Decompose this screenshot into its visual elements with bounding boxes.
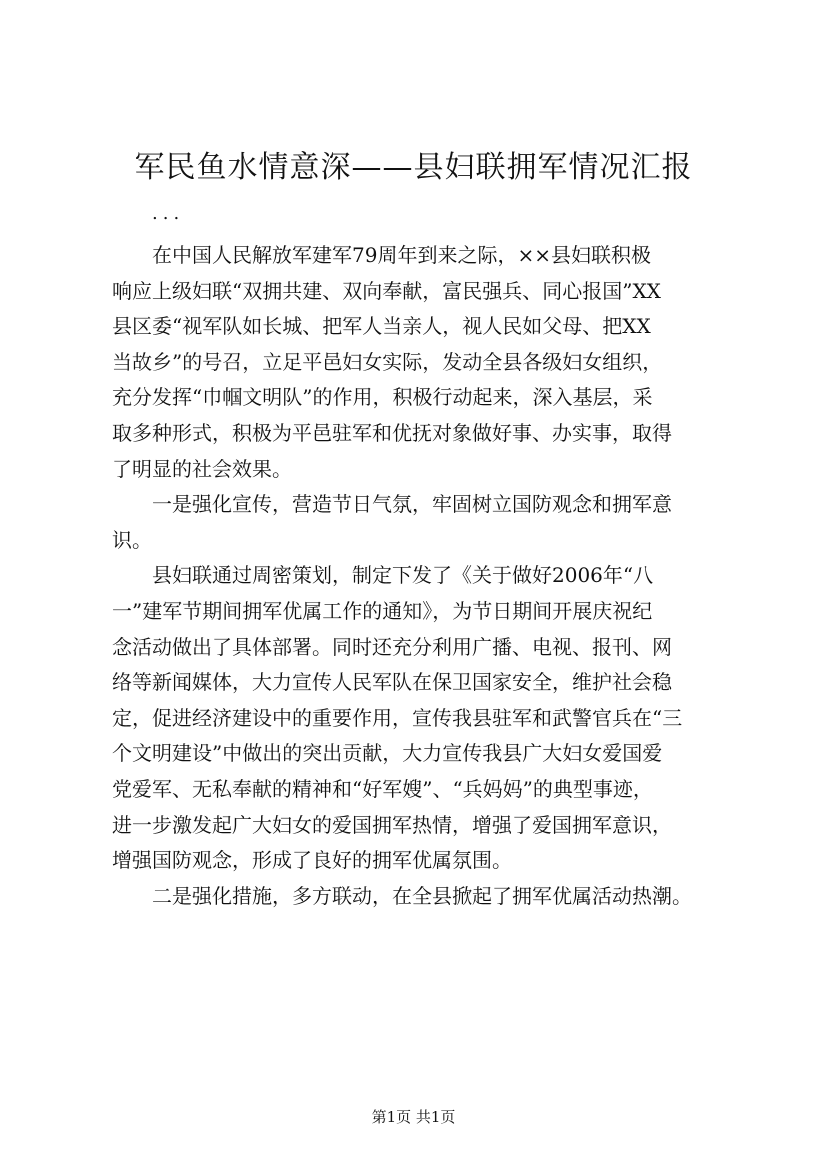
text-line: 县妇联通过周密策划，制定下发了《关于做好2006年“八 <box>152 563 654 588</box>
text-line: 增强国防观念，形成了良好的拥军优属氛围。 <box>112 848 512 873</box>
text-line: 了明显的社会效果。 <box>112 456 292 481</box>
text-line: 党爱军、无私奉献的精神和“好军嫂”、“兵妈妈”的典型事迹， <box>112 776 653 801</box>
text-line: 取多种形式，积极为平邑驻军和优抚对象做好事、办实事，取得 <box>112 420 672 445</box>
text-line: 络等新闻媒体，大力宣传人民军队在保卫国家安全，维护社会稳 <box>112 670 672 695</box>
text-line: 一是强化宣传，营造节日气氛，牢固树立国防观念和拥军意 <box>152 492 672 517</box>
document-body <box>112 238 736 914</box>
text-line: 响应上级妇联“双拥共建、双向奉献，富民强兵、同心报国”XX <box>112 278 661 303</box>
document-title: 军民鱼水情意深——县妇联拥军情况汇报 <box>134 150 693 185</box>
text-line: 二是强化措施，多方联动，在全县掀起了拥军优属活动热潮。 <box>152 883 692 908</box>
ellipsis-text: ... <box>152 203 185 224</box>
text-line: 一”建军节期间拥军优属工作的通知》，为节日期间开展庆祝纪 <box>112 598 653 623</box>
text-line: 当故乡”的号召，立足平邑妇女实际，发动全县各级妇女组织， <box>112 349 663 374</box>
text-line: 在中国人民解放军建军79周年到来之际，××县妇联积极 <box>152 243 651 267</box>
text-line: 念活动做出了具体部署。同时还充分利用广播、电视、报刊、网 <box>112 634 672 659</box>
page-footer: 第1页 共1页 <box>371 1108 456 1126</box>
text-line: 定，促进经济建设中的重要作用，宣传我县驻军和武警官兵在“三 <box>112 705 683 730</box>
text-line: 进一步激发起广大妇女的爱国拥军热情，增强了爱国拥军意识， <box>112 812 672 837</box>
text-line: 充分发挥“巾帼文明队”的作用，积极行动起来，深入基层，采 <box>112 385 653 410</box>
text-line: 县区委“视军队如长城、把军人当亲人，视人民如父母、把XX <box>112 314 651 339</box>
text-line: 识。 <box>112 527 152 552</box>
text-line: 个文明建设”中做出的突出贡献，大力宣传我县广大妇女爱国爱 <box>112 741 663 766</box>
